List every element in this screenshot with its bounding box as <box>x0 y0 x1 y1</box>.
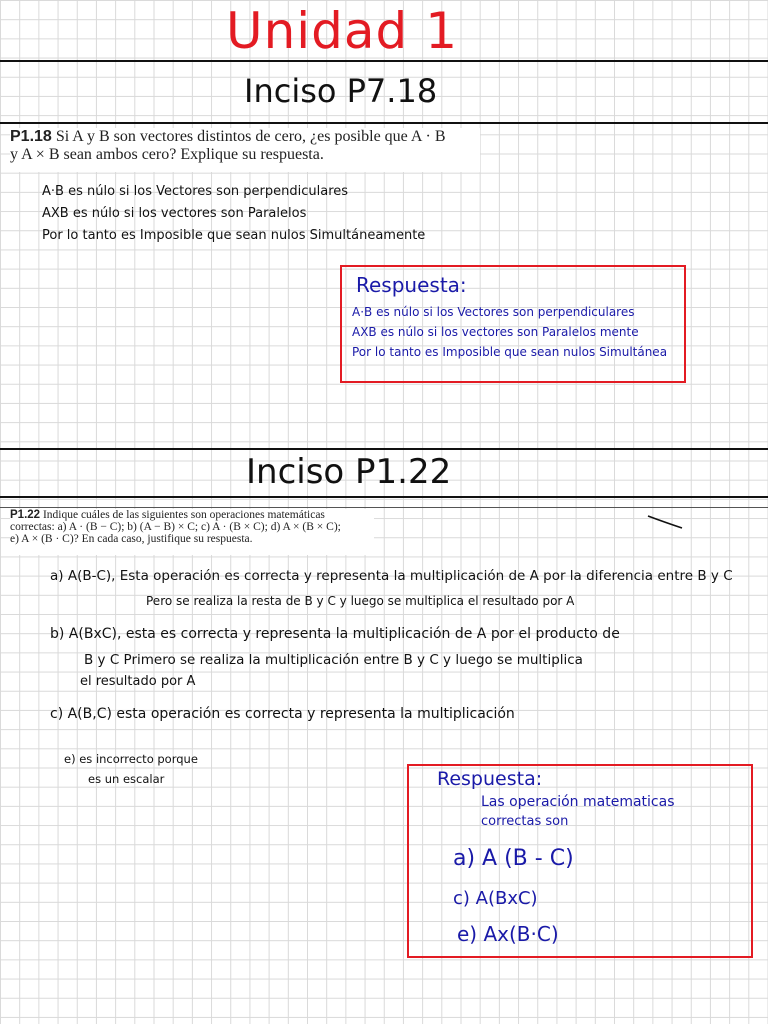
divider-middle <box>0 448 768 450</box>
divider-section2-sub <box>0 507 768 508</box>
notes-line: es un escalar <box>88 772 165 786</box>
answer-line: c) A(BxC) <box>453 888 538 909</box>
notes-line: c) A(B,C) esta operación es correcta y representa la multiplicación <box>50 706 515 722</box>
problem-text: Indique cuáles de las siguientes son operaciones matemáticas <box>42 509 325 521</box>
problem-p118 <box>10 128 480 172</box>
answer-label: Respuesta: <box>437 768 543 790</box>
notes-line: Pero se realiza la resta de B y C y luego se multiplica el resultado por A <box>146 594 575 608</box>
notes-line: b) A(BxC), esta es correcta y representa la multiplicación de A por el producto de <box>50 626 620 642</box>
answer-line: e) Ax(B·C) <box>457 922 559 946</box>
notes-line: Por lo tanto es Imposible que sean nulos Simultáneamente <box>42 228 426 243</box>
problem-text: Si A y B son vectores distintos de cero, ¿es posible que A · B <box>55 128 446 145</box>
unit-title: Unidad 1 <box>226 2 458 60</box>
answer-line: A·B es núlo si los Vectores son perpendiculares <box>352 305 635 319</box>
divider-top <box>0 60 768 62</box>
notes-line: a) A(B-C), Esta operación es correcta y representa la multiplicación de A por la diferencia entre B y C <box>50 568 733 584</box>
notes-line: A·B es núlo si los Vectores son perpendiculares <box>42 184 349 199</box>
divider-section1 <box>0 122 768 124</box>
problem-id: P1.18 <box>10 128 52 145</box>
problem-p122 <box>10 509 374 555</box>
notes-line: el resultado por A <box>80 674 196 689</box>
problem-text: correctas: a) A · (B − C); b) (A − B) × C; c) A · (B × C); d) A × (B × C); <box>10 521 341 533</box>
pen-stroke <box>646 512 686 532</box>
section2-heading: Inciso P1.22 <box>246 452 452 492</box>
divider-section2 <box>0 496 768 498</box>
section1-heading: Inciso P7.18 <box>244 72 438 110</box>
answer-line: Por lo tanto es Imposible que sean nulos Simultánea <box>352 345 668 359</box>
notes-line: e) es incorrecto porque <box>64 752 198 766</box>
problem-id: P1.22 <box>10 509 41 521</box>
answer-box <box>340 265 686 383</box>
notes-line: AXB es núlo si los vectores son Paralelos <box>42 206 307 221</box>
answer-line: a) A (B - C) <box>453 846 574 871</box>
answer-label: Respuesta: <box>356 273 467 297</box>
problem-text: y A × B sean ambos cero? Explique su respuesta. <box>10 146 324 163</box>
answer-box <box>407 764 753 958</box>
answer-line: correctas son <box>481 814 569 829</box>
answer-line: Las operación matematicas <box>481 794 675 810</box>
problem-text: e) A × (B · C)? En cada caso, justifique su respuesta. <box>10 533 253 545</box>
notes-line: B y C Primero se realiza la multiplicación entre B y C y luego se multiplica <box>84 652 583 668</box>
answer-line: AXB es núlo si los vectores son Paralelos mente <box>352 325 639 339</box>
